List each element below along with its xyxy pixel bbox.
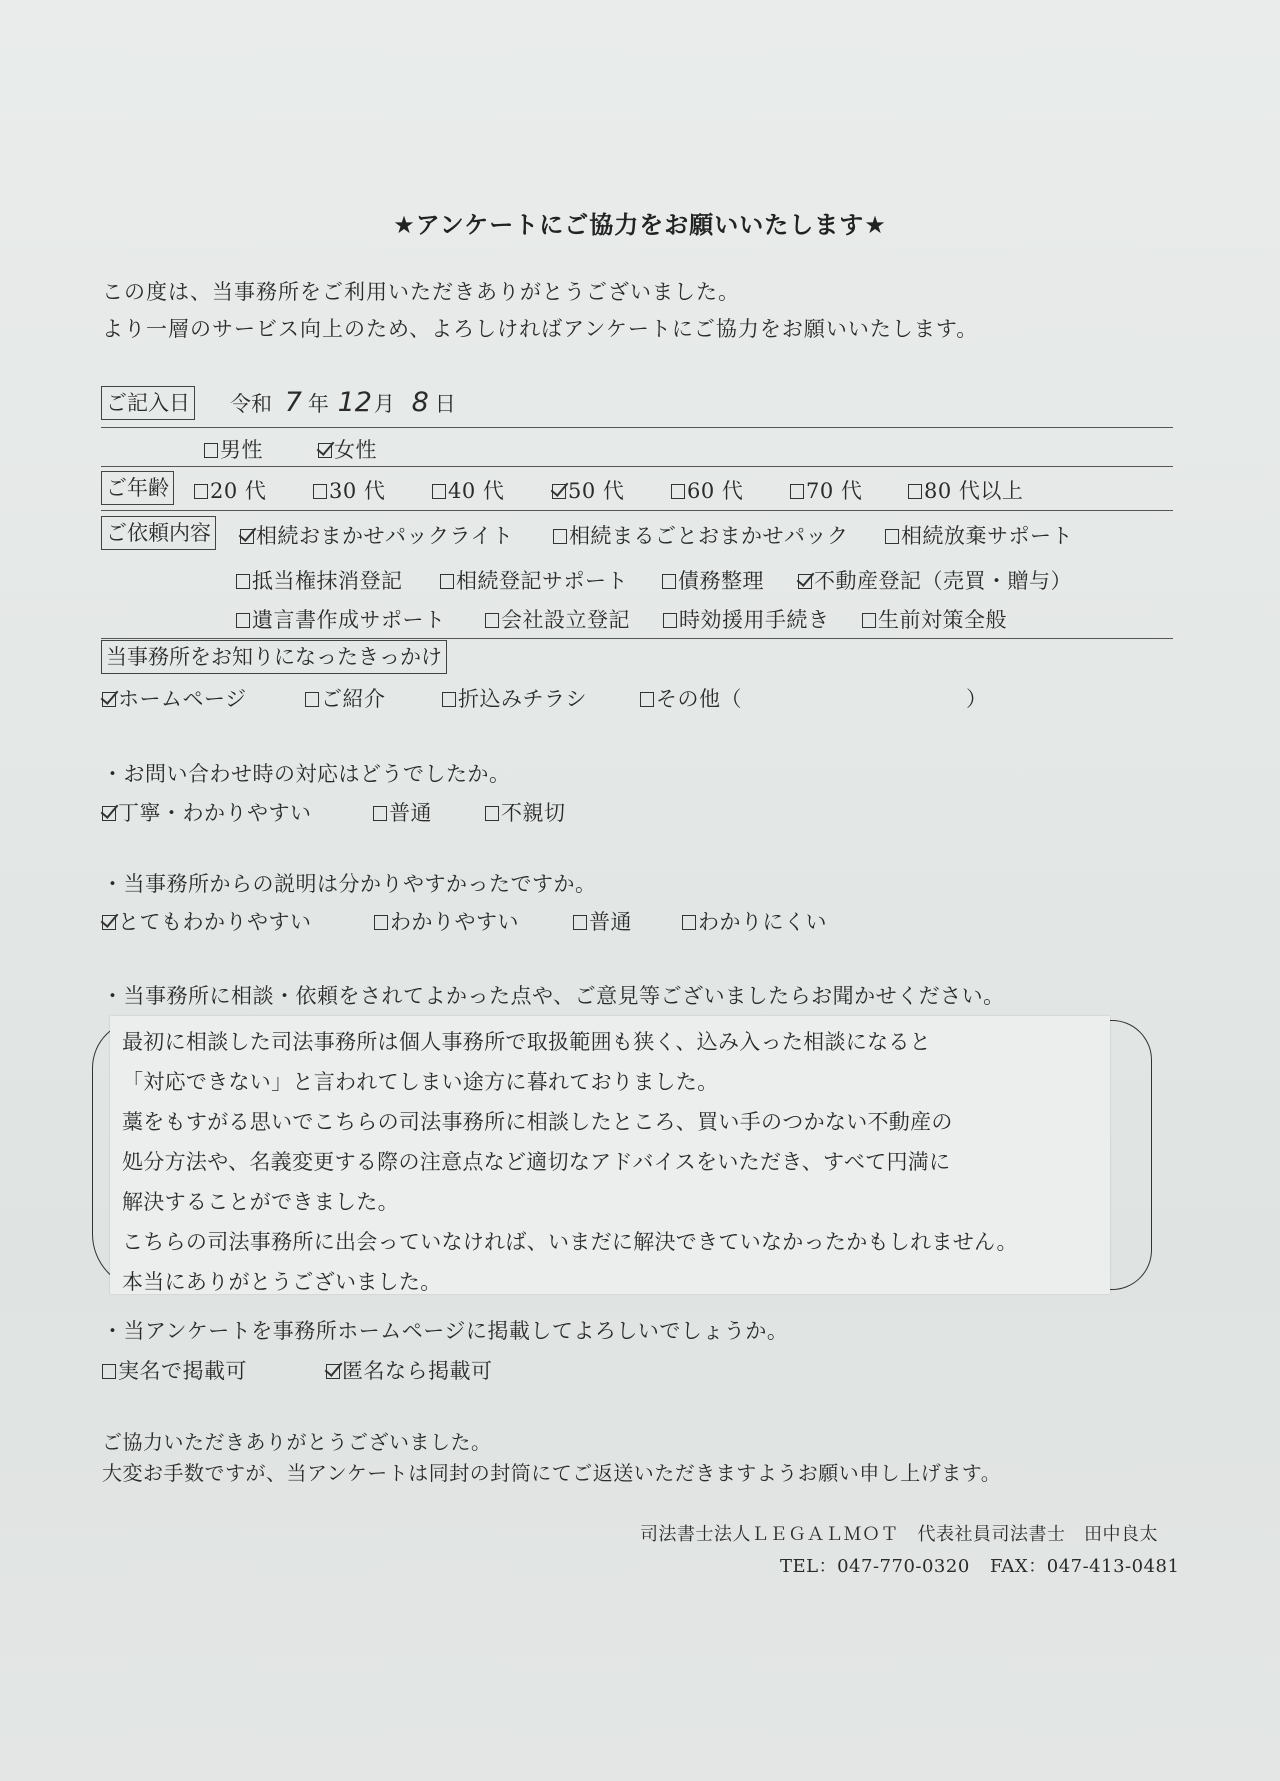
request-prescription[interactable]: 時効援用手続き bbox=[663, 604, 830, 634]
q1-unkind[interactable]: 不親切 bbox=[485, 797, 566, 827]
request-label: ご依頼内容 bbox=[101, 516, 216, 550]
q3-question: ・当事務所に相談・依頼をされてよかった点や、ご意見等ございましたらお聞かせください。 bbox=[102, 984, 1005, 1008]
q4-question: ・当アンケートを事務所ホームページに掲載してよろしいでしょうか。 bbox=[102, 1319, 789, 1343]
date-year-unit: 年 bbox=[307, 392, 329, 416]
footer-fax: FAX：047-413-0481 bbox=[990, 1556, 1180, 1577]
divider bbox=[101, 638, 1173, 639]
intro-line-2: より一層のサービス向上のため、よろしければアンケートにご協力をお願いいたします。 bbox=[102, 317, 979, 341]
footer-tel: TEL：047-770-0320 bbox=[780, 1556, 970, 1577]
q2-question: ・当事務所からの説明は分かりやすかったですか。 bbox=[102, 872, 597, 896]
comment-line-1: 最初に相談した司法事務所は個人事務所で取扱範囲も狭く、込み入った相談になると bbox=[122, 1030, 931, 1054]
footer-organization: 司法書士法人ＬＥＧＡＬＭＯＴ 代表社員司法書士 田中良太 bbox=[640, 1524, 1158, 1545]
age-40s[interactable]: 40 代 bbox=[432, 475, 504, 505]
request-debt[interactable]: 債務整理 bbox=[662, 565, 764, 595]
source-other-close: ） bbox=[966, 687, 988, 711]
age-label: ご年齢 bbox=[101, 471, 174, 505]
age-60s[interactable]: 60 代 bbox=[671, 475, 743, 505]
divider bbox=[101, 466, 1173, 467]
survey-title: ★アンケートにご協力をお願いいたします★ bbox=[393, 211, 887, 239]
age-30s[interactable]: 30 代 bbox=[313, 475, 385, 505]
comment-line-4: 処分方法や、名義変更する際の注意点など適切なアドバイスをいただき、すべて円満に bbox=[122, 1150, 951, 1174]
q2-normal[interactable]: 普通 bbox=[573, 906, 632, 936]
comment-line-3: 藁をもすがる思いでこちらの司法事務所に相談したところ、買い手のつかない不動産の bbox=[122, 1110, 953, 1134]
intro-line-1: この度は、当事務所をご利用いただきありがとうございました。 bbox=[102, 280, 740, 304]
q2-very-clear[interactable]: とてもわかりやすい bbox=[102, 906, 312, 936]
q1-question: ・お問い合わせ時の対応はどうでしたか。 bbox=[102, 762, 511, 786]
source-referral[interactable]: ご紹介 bbox=[305, 683, 386, 713]
q4-real-name[interactable]: 実名で掲載可 bbox=[102, 1355, 247, 1385]
divider bbox=[101, 510, 1173, 511]
request-estate-planning[interactable]: 生前対策全般 bbox=[862, 604, 1007, 634]
comment-line-5: 解決することができました。 bbox=[122, 1190, 399, 1214]
closing-line-2: 大変お手数ですが、当アンケートは同封の封筒にてご返送いただきますようお願い申し上げます。 bbox=[102, 1461, 1002, 1485]
comment-line-7: 本当にありがとうございました。 bbox=[122, 1270, 442, 1294]
request-will[interactable]: 遺言書作成サポート bbox=[236, 604, 446, 634]
request-inherit-light[interactable]: 相続おまかせパックライト bbox=[240, 520, 513, 550]
request-company[interactable]: 会社設立登記 bbox=[485, 604, 630, 634]
date-year: 7 bbox=[284, 387, 302, 418]
gender-female[interactable]: 女性 bbox=[318, 434, 377, 464]
q1-normal[interactable]: 普通 bbox=[373, 797, 432, 827]
request-renounce[interactable]: 相続放棄サポート bbox=[885, 520, 1073, 550]
gender-male[interactable]: 男性 bbox=[204, 434, 263, 464]
source-label: 当事務所をお知りになったきっかけ bbox=[101, 640, 447, 674]
request-inherit-full[interactable]: 相続まるごとおまかせパック bbox=[553, 520, 849, 550]
age-20s[interactable]: 20 代 bbox=[194, 475, 266, 505]
source-other[interactable]: その他（ bbox=[640, 683, 742, 713]
checkbox-male[interactable] bbox=[204, 443, 218, 458]
q1-polite[interactable]: 丁寧・わかりやすい bbox=[102, 797, 312, 827]
request-inherit-registration[interactable]: 相続登記サポート bbox=[440, 565, 628, 595]
date-day-unit: 日 bbox=[434, 392, 456, 416]
comment-line-2: 「対応できない」と言われてしまい途方に暮れておりました。 bbox=[122, 1070, 719, 1094]
q2-clear[interactable]: わかりやすい bbox=[374, 906, 519, 936]
comment-line-6: こちらの司法事務所に出会っていなければ、いまだに解決できていなかったかもしれません。 bbox=[122, 1230, 1018, 1254]
source-flyer[interactable]: 折込みチラシ bbox=[442, 683, 587, 713]
closing-line-1: ご協力いただきありがとうございました。 bbox=[102, 1430, 492, 1454]
date-month-unit: 月 bbox=[373, 392, 395, 416]
checkbox-female[interactable] bbox=[318, 443, 332, 458]
q2-unclear[interactable]: わかりにくい bbox=[682, 906, 827, 936]
date-label: ご記入日 bbox=[101, 386, 195, 420]
request-real-estate[interactable]: 不動産登記（売買・贈与） bbox=[798, 565, 1072, 595]
date-day: 8 bbox=[411, 387, 429, 418]
age-80s-plus[interactable]: 80 代以上 bbox=[908, 475, 1023, 505]
age-70s[interactable]: 70 代 bbox=[790, 475, 862, 505]
date-value bbox=[230, 386, 456, 421]
date-month: 12 bbox=[337, 387, 372, 418]
age-50s[interactable]: 50 代 bbox=[552, 475, 624, 505]
divider bbox=[101, 427, 1173, 428]
source-homepage[interactable]: ホームページ bbox=[102, 683, 247, 713]
request-mortgage[interactable]: 抵当権抹消登記 bbox=[236, 565, 403, 595]
q4-anonymous[interactable]: 匿名なら掲載可 bbox=[326, 1355, 493, 1385]
date-era: 令和 bbox=[230, 392, 272, 416]
